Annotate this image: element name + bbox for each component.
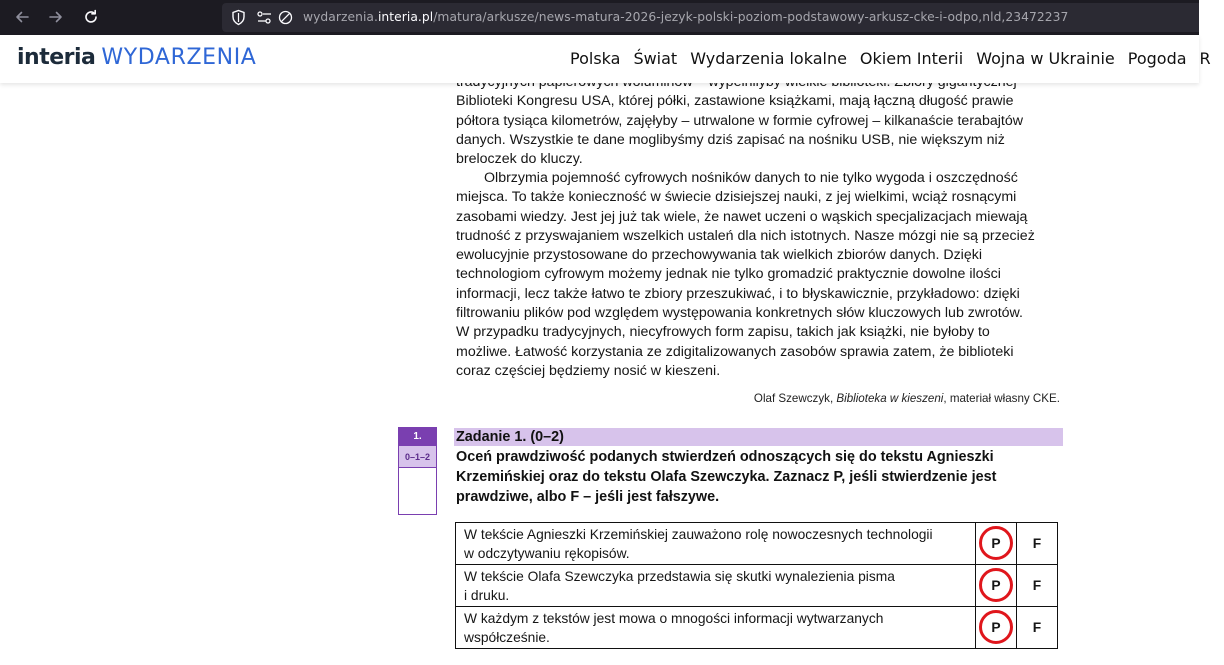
true-false-table [455, 522, 1058, 649]
url-prefix: wydarzenia. [303, 10, 378, 24]
url-text[interactable] [303, 10, 1068, 24]
answer-f-label: F [1032, 620, 1042, 635]
answer-f-cell[interactable] [1017, 607, 1058, 649]
text-line: W przypadku tradycyjnych, niecyfrowych form zapisu, takich jak książki, nie byłoby to [456, 324, 990, 341]
attribution-author: Olaf Szewczyk, [753, 392, 837, 405]
shield-icon[interactable] [230, 9, 247, 26]
text-line: filtrowaniu plików pod względem występowania konkretnych słów kluczowych lub zwrotów. [456, 305, 1023, 322]
source-attribution [600, 392, 1060, 405]
text-line: możliwe. Łatwość korzystania ze zdigitalizowanych zasobów sprawia zatem, że biblioteki [456, 343, 1014, 360]
table-row [456, 523, 1058, 565]
browser-toolbar [0, 0, 1199, 35]
answer-p-label: P [991, 536, 1001, 551]
attribution-title: Biblioteka w kieszeni [836, 392, 944, 405]
statement-cell [456, 523, 976, 565]
text-line: trudność z przyswajaniem wszelkich ustaleń dla nich istotnych. Nasze mózgi nie są przecież [456, 227, 1035, 244]
answer-p-label: P [991, 578, 1001, 593]
text-line: miejsca. To także konieczność w świecie dzisiejszej nauki, z jej wielkimi, wciąż rosnącymi [456, 189, 1017, 206]
answer-f-label: F [1032, 578, 1042, 593]
menu-item-truncated[interactable]: R [1199, 49, 1211, 68]
main-menu [570, 49, 1224, 68]
task-number-box [398, 427, 437, 515]
instruction-line: Oceń prawdziwość podanych stwierdzeń odnoszących się do tekstu Agnieszki [456, 449, 994, 465]
url-domain: interia.pl [377, 10, 434, 24]
statement-cell [456, 607, 976, 649]
instruction-line: Krzemińskiej oraz do tekstu Olafa Szewczyka. Zaznacz P, jeśli stwierdzenie jest [456, 469, 997, 485]
back-arrow-icon[interactable] [9, 5, 35, 29]
answer-f-label: F [1032, 536, 1042, 551]
answer-f-cell[interactable] [1017, 523, 1058, 565]
red-circle-mark [979, 568, 1013, 602]
statement-line: i druku. [464, 587, 510, 603]
logo-main: interia [17, 45, 96, 70]
menu-item-pogoda[interactable]: Pogoda [1127, 49, 1187, 68]
interia-logo[interactable] [17, 44, 256, 72]
statement-line: w odczytywaniu rękopisów. [464, 545, 630, 561]
menu-item-wydarzenia-lokalne[interactable]: Wydarzenia lokalne [690, 49, 847, 68]
statement-cell [456, 565, 976, 607]
menu-item-okiem-interii[interactable]: Okiem Interii [859, 49, 964, 68]
table-row [456, 607, 1058, 649]
text-line: coraz częściej będziemy nosić w kieszeni. [456, 362, 721, 379]
task-title: Zadanie 1. (0–2) [456, 429, 564, 445]
statement-line: współcześnie. [464, 629, 550, 645]
site-header [0, 35, 1211, 83]
menu-item-wojna-w-ukrainie[interactable]: Wojna w Ukrainie [976, 49, 1115, 68]
red-circle-mark [979, 526, 1013, 560]
text-line: breloczek do kluczy. [456, 151, 583, 168]
article-paragraph-2 [456, 169, 1076, 381]
answer-p-label: P [991, 620, 1001, 635]
task-instructions [456, 447, 996, 507]
permissions-icon[interactable] [256, 9, 273, 26]
url-path: /matura/arkusze/news-matura-2026-jezyk-polski-poziom-podstawowy-arkusz-cke-i-odpo,nld,23472237 [433, 10, 1069, 24]
statement-line: W każdym z tekstów jest mowa o mnogości informacji wytwarzanych [464, 610, 884, 626]
article-paragraph-1 [456, 73, 1076, 169]
text-line: Biblioteki Kongresu USA, której półki, zastawione książkami, mają łączną długość prawie [456, 93, 1014, 110]
text-line: Olbrzymia pojemność cyfrowych nośników danych to nie tylko wygoda i oszczędność [484, 170, 1018, 186]
text-line: ewolucyjnie przystosowane do przechowywania tak wielkich zbiorów danych. Dzięki [456, 247, 982, 264]
answer-f-cell[interactable] [1017, 565, 1058, 607]
text-line: technologiom cyfrowym możemy jednak nie tylko gromadzić praktycznie dowolne ilości [456, 266, 1001, 283]
menu-item-polska[interactable]: Polska [570, 49, 621, 68]
text-line: zasobami wiedzy. Jest jej już tak wiele, że nawet uczeni o wąskich specjalizacjach miewają [456, 208, 1028, 225]
answer-p-cell[interactable] [976, 523, 1017, 565]
text-line: informacji, lecz także łatwo te zbiory przeszukiwać, i to błyskawicznie, przykładowo: dzięki [456, 285, 1020, 302]
answer-p-cell[interactable] [976, 565, 1017, 607]
text-line: danych. Wszystkie te dane moglibyśmy dziś zapisać na nośniku USB, nie większym niż [456, 131, 1005, 148]
statement-line: W tekście Olafa Szewczyka przedstawia się skutki wynalezienia pisma [464, 568, 895, 584]
instruction-line: prawdziwe, albo F – jeśli jest fałszywe. [456, 489, 720, 505]
logo-sub: WYDARZENIA [101, 45, 257, 70]
attribution-suffix: , materiał własny CKE. [943, 392, 1060, 405]
forward-arrow-icon[interactable] [43, 5, 69, 29]
answer-p-cell[interactable] [976, 607, 1017, 649]
menu-item-swiat[interactable]: Świat [633, 49, 678, 68]
tracking-blocked-icon[interactable] [277, 9, 294, 26]
reload-icon[interactable] [78, 5, 104, 29]
exam-sheet-page [0, 83, 1199, 665]
red-circle-mark [979, 610, 1013, 644]
task-score-scale: 0–1–2 [399, 446, 436, 468]
table-row [456, 565, 1058, 607]
text-line: półtora tysiąca kilometrów, zajęłyby – utrwalone w formie cyfrowej – kilkanaście terabajtów [456, 112, 1023, 129]
address-bar[interactable] [222, 3, 1199, 32]
statement-line: W tekście Agnieszki Krzemińskiej zauważono rolę nowoczesnych technologii [464, 526, 933, 542]
task-number: 1. [399, 428, 436, 446]
